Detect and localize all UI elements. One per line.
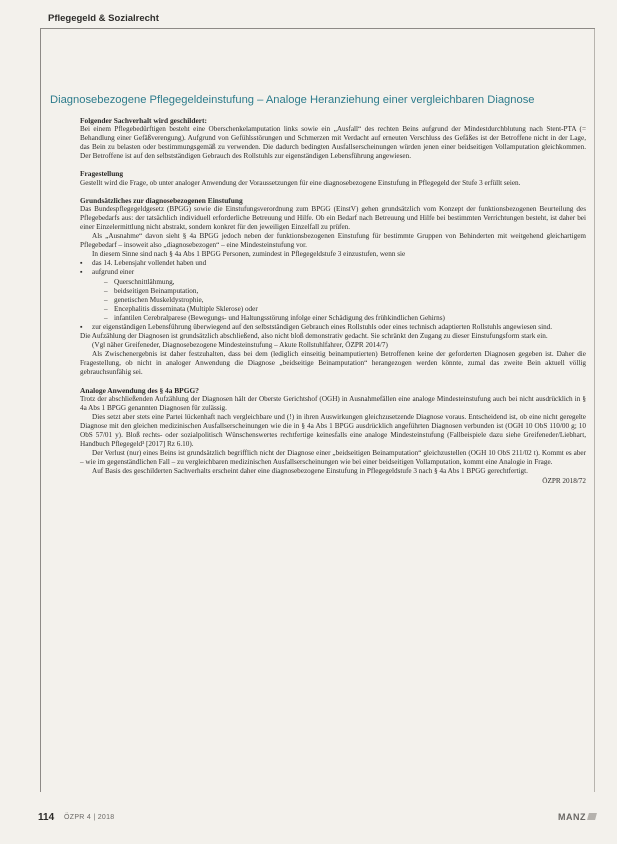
article-title: Diagnosebezogene Pflegegeldeinstufung – Analoge Heranziehung einer vergleichbaren Diagnose — [50, 94, 535, 106]
publisher-mark-icon — [587, 813, 597, 820]
list-item: – infantilen Cerebralparese (Bewegungs- und Haltungsstörung infolge einer Schädigung des frühkindlichen Gehirns) — [92, 314, 586, 323]
exception-paragraph: Als „Ausnahme“ davon sieht § 4a BPGG jedoch neben der funktionsbezogenen Einstufung für bestimmte Gruppen von Behinderten mit weitgehend gleichartigem Pflegebedarf – insoweit also „diagnosebezogen“ – eine Mindesteinstufung vor. — [80, 232, 586, 250]
principles-heading: Grundsätzliches zur diagnosebezogenen Einstufung — [80, 195, 243, 205]
list-item: – genetischen Muskeldystrophie, — [92, 296, 586, 305]
list-item: – Querschnittlähmung, — [92, 278, 586, 287]
publisher-name: MANZ — [558, 812, 586, 822]
section-header: Pflegegeld & Sozialrecht — [48, 13, 159, 24]
analog-heading: Analoge Anwendung des § 4a BPGG? — [80, 385, 199, 395]
criteria-intro: In diesem Sinne sind nach § 4a Abs 1 BPGG Personen, zumindest in Pflegegeldstufe 3 einzustufen, wenn sie — [92, 250, 406, 259]
interim-paragraph: Als Zwischenergebnis ist daher festzuhalten, dass bei dem (lediglich einseitig beinamputierten) Betroffenen keine der geforderten Diagnosen gegeben ist. Daher die Fragestellung, ob nicht in analoger Anwendung die Diagnose „beidseitige Beinamputation“ herangezogen werden könnte, zumal das zweite Bein aktuell völlig gebrauchsunfähig sei. — [80, 350, 586, 377]
left-margin-rule — [40, 28, 41, 792]
facts-paragraph: Bei einem Pflegebedürftigen besteht eine Oberschenkelamputation links sowie ein „Ausfall“ des rechten Beins aufgrund der Mindestdurchblutung nach Stent-PTA (= Behandlung einer Gefäßverengung). Aufgrund von Gefühlsstörungen und Schmerzen mit Verdacht auf erneuten Verschluss des Gefäßes ist der Betroffene nicht in der Lage, das Bein zu belasten oder bestimmungsgemäß zu verwenden. Die dadurch bedingten Ausfallserscheinungen würden jenen einer beidseitigen Vollamputation gleichkommen. Der Betroffene ist auf den selbstständigen Gebrauch des Rollstuhls zur eigenständigen Lebensführung angewiesen. — [80, 125, 586, 161]
list-item: – beidseitigen Beinamputation, — [92, 287, 586, 296]
conditions-list — [92, 278, 586, 323]
issue-label: ÖZPR 4 | 2018 — [64, 814, 115, 821]
right-margin-rule — [594, 28, 595, 792]
facts-heading: Folgender Sachverhalt wird geschildert: — [80, 116, 207, 125]
principles-paragraph: Das Bundespflegegeldgesetz (BPGG) sowie die Einstufungsverordnung zum BPGG (EinstV) gehen grundsätzlich vom Konzept der funktionsbezogenen Beurteilung des Pflegebedarfs aus: der tatsächlich individuell erforderliche Betreuung und Hilfe. Ob ein Bedarf nach Betreuung und Hilfe bei bestimmten Verrichtungen besteht, ist daher bei einer Einzelermittlung nicht abstrakt, sondern konkret für den jeweiligen Einzelfall zu prüfen. — [80, 204, 586, 231]
conclusion-paragraph: Auf Basis des geschilderten Sachverhalts erscheint daher eine diagnosebezogene Einstufung in Pflegegeldstufe 3 nach § 4a Abs 1 BPGG gerechtfertigt. — [92, 467, 528, 476]
page-number: 114 — [38, 812, 55, 823]
analog-paragraph: Trotz der abschließenden Aufzählung der Diagnosen hält der Oberste Gerichtshof (OGH) in Ausnahmefällen eine analoge Mindesteinstufung auch bei nicht ausdrücklich in § 4a Abs 1 BPGG genannten Diagnosen für zulässig. — [80, 394, 586, 412]
publisher-logo — [558, 812, 596, 822]
list-item: ▪ das 14. Lebensjahr vollendet haben und — [80, 259, 586, 268]
question-heading: Fragestellung — [80, 169, 124, 179]
question-paragraph: Gestellt wird die Frage, ob unter analoger Anwendung der Voraussetzungen für eine diagnosebezogene Einstufung in Pflegegeld der Stufe 3 erfüllt seien. — [80, 178, 521, 187]
analog-paragraph-3: Der Verlust (nur) eines Beins ist grundsätzlich begrifflich nicht der Diagnose einer „beidseitigen Beinamputation“ gleichzustellen (OGH 10 ObS 211/02 t). Kommt es aber – wie im gegenständlichen Fall – zu vergleichbaren medizinischen Ausfallserscheinungen wie bei einer beidseitigen Vollamputation, kommt eine Analogie in Frage. — [80, 449, 586, 467]
page-footer — [38, 810, 596, 826]
criteria-list — [80, 259, 586, 332]
list-item: – Encephalitis disseminata (Multiple Sklerose) oder — [92, 305, 586, 314]
article-citation: ÖZPR 2018/72 — [542, 477, 586, 486]
list-item: ▪ zur eigenständigen Lebensführung überwiegend auf den selbstständigen Gebrauch eines Rollstuhls oder eines technisch adaptierten Rollstuhls angewiesen sind. — [80, 323, 586, 332]
article-body — [80, 116, 586, 487]
reference-note: (Vgl näher Greifeneder, Diagnosebezogene Mindesteinstufung – Akute Rollstuhlfahrer, ÖZPR 2014/7) — [92, 341, 388, 350]
header-rule — [40, 28, 595, 29]
list-item — [80, 268, 586, 323]
list-note: Die Aufzählung der Diagnosen ist grundsätzlich abschließend, also nicht bloß demonstrativ gedacht. Sie schränkt den Zugang zu dieser Einstufungsform stark ein. — [80, 332, 548, 341]
list-item-text: aufgrund einer — [92, 268, 135, 277]
analog-paragraph-2: Dies setzt aber stets eine Partei lückenhaft nach vergleichbare und (!) in ihren Auswirkungen gleichzusetzende Diagnose voraus. Entscheidend ist, ob eine nicht geregelte Diagnose mit den gleichen medizinischen Ausfallserscheinungen wie die in § 4a Abs 1 BPGG ausdrücklich angeführten Diagnosen verbunden ist (OGH 10 ObS 110/00 g; 10 ObS 57/01 y). Bloß rechts- oder sozialpolitisch Wünschenswertes rechtfertige keinesfalls eine analoge Mindesteinstufung (Fallbeispiele dazu siehe Greifeneder/Liebhart, Handbuch Pflegegeld³ [2017] Rz 6.10). — [80, 412, 586, 449]
